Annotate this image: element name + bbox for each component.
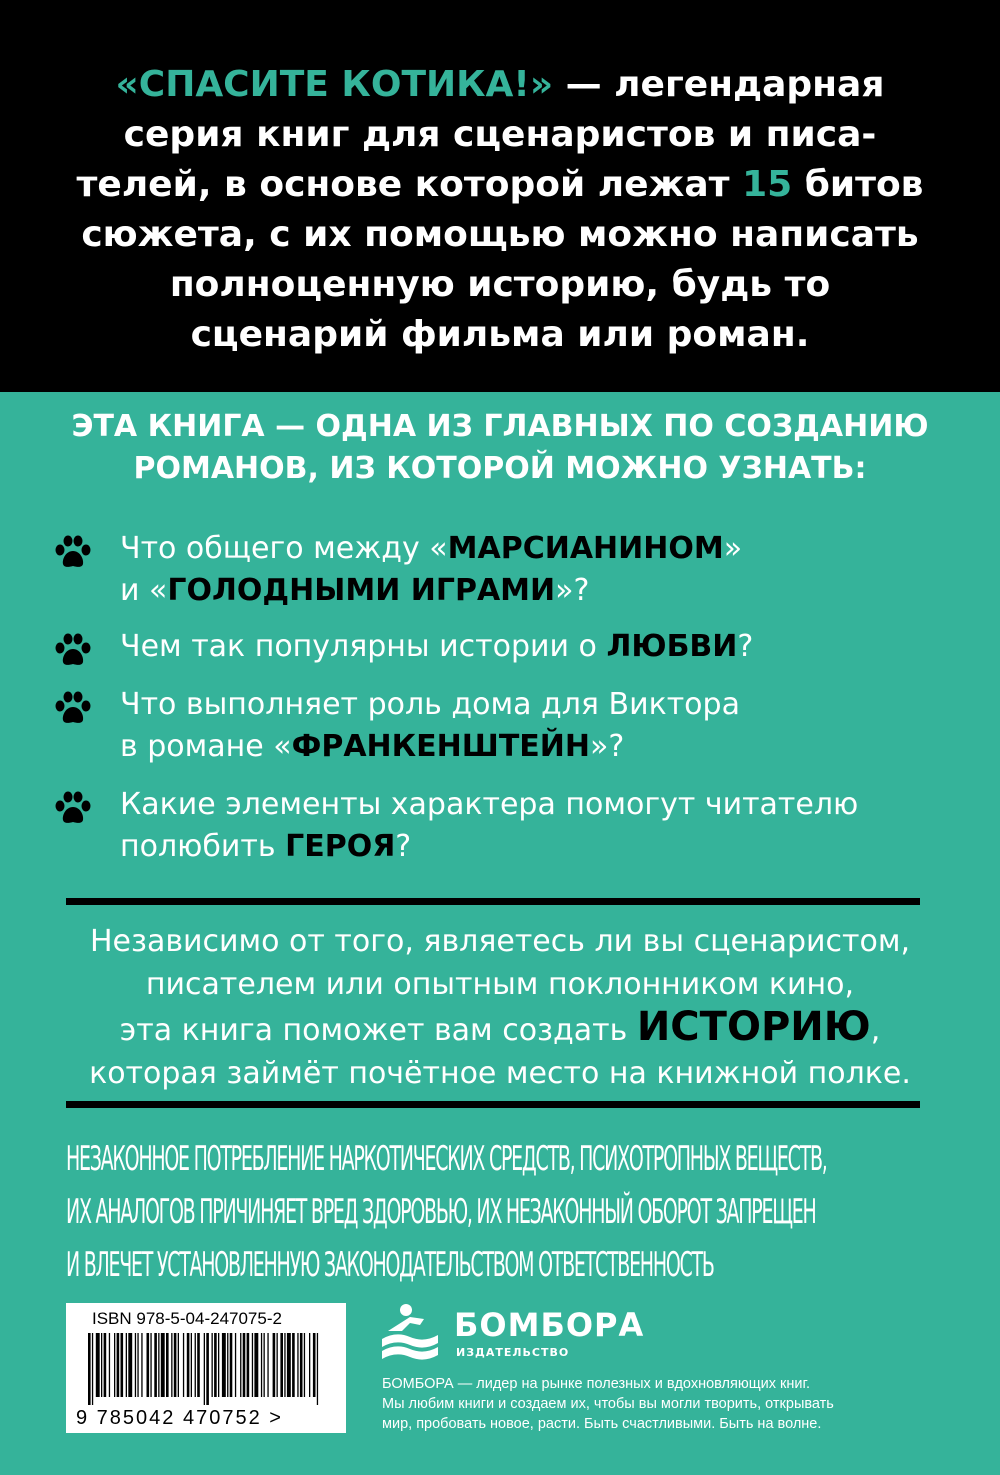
question-1-segment: МАРСИАНИНОМ <box>447 531 724 566</box>
outro-text <box>30 920 970 1095</box>
barcode-bars <box>88 1333 324 1405</box>
question-4-segment: ГЕРОЯ <box>285 829 396 864</box>
barcode-bar <box>126 1333 127 1397</box>
barcode-bar <box>109 1333 110 1397</box>
question-item <box>120 626 940 668</box>
barcode-bar <box>300 1333 303 1397</box>
barcode-bar <box>195 1333 196 1397</box>
intro-segment: сюжета, с их помощью можно написать <box>81 214 919 255</box>
question-1-segment: Что общего между « <box>120 531 448 566</box>
barcode-bar <box>150 1333 151 1397</box>
question-4-segment: полюбить <box>120 829 286 864</box>
warning-line-3: И ВЛЕЧЕТ УСТАНОВЛЕННУЮ ЗАКОНОДАТЕЛЬСТВОМ ОТВЕТСТВЕННОСТЬ <box>66 1245 714 1285</box>
barcode-bar <box>121 1333 124 1397</box>
intro-segment: полноценную историю, будь то <box>169 264 831 305</box>
question-4-line-1 <box>120 784 940 826</box>
barcode-bar <box>212 1333 213 1397</box>
barcode-bar <box>204 1333 205 1405</box>
intro-line-2 <box>40 110 960 160</box>
barcode-bar <box>161 1333 165 1397</box>
barcode-bar <box>287 1333 291 1397</box>
barcode-bar <box>206 1333 209 1405</box>
barcode-bar <box>114 1333 115 1397</box>
question-4-line-2 <box>120 826 940 868</box>
barcode-bar <box>214 1333 217 1397</box>
barcode-bar <box>235 1333 236 1397</box>
publisher-name: БОМБОРА <box>454 1306 645 1344</box>
question-2-segment: ЛЮБВИ <box>606 629 738 664</box>
barcode-bar <box>178 1333 179 1397</box>
intro-segment: «СПАСИТЕ КОТИКА!» <box>115 64 554 105</box>
question-4-segment: Какие элементы характера помогут читателю <box>120 787 859 822</box>
barcode-bar <box>92 1333 93 1405</box>
question-item <box>120 528 940 612</box>
barcode-bar <box>197 1333 200 1397</box>
question-1-line-1 <box>120 528 940 570</box>
barcode-bar <box>252 1333 253 1397</box>
intro-line-5 <box>40 260 960 310</box>
outro-line-1 <box>30 920 970 963</box>
barcode-bar <box>137 1333 138 1397</box>
paw-bullet-icon <box>54 690 92 726</box>
warning-line-1: НЕЗАКОННОЕ ПОТРЕБЛЕНИЕ НАРКОТИЧЕСКИХ СРЕДСТВ, ПСИХОТРОПНЫХ ВЕЩЕСТВ, <box>66 1139 827 1179</box>
barcode-bar <box>292 1333 295 1397</box>
question-3-segment: ФРАНКЕНШТЕЙН <box>291 729 591 764</box>
isbn-label: ISBN 978-5-04-247075-2 <box>92 1309 282 1328</box>
barcode-bar <box>104 1333 107 1397</box>
learn-heading-line-1: ЭТА КНИГА — ОДНА ИЗ ГЛАВНЫХ ПО СОЗДАНИЮ <box>71 409 929 444</box>
barcode-bar <box>240 1333 241 1397</box>
question-3-line-2 <box>120 726 940 768</box>
barcode-bar <box>135 1333 136 1397</box>
outro-segment: эта книга поможет вам создать <box>119 1013 637 1048</box>
barcode-bar <box>317 1333 318 1405</box>
question-3-segment: Что выполняет роль дома для Виктора <box>120 687 740 722</box>
learn-heading <box>30 406 970 490</box>
barcode-bar <box>254 1333 258 1397</box>
question-4-segment: ? <box>395 829 412 864</box>
barcode-bar <box>264 1333 265 1397</box>
outro-segment: Независимо от того, являетесь ли вы сценаристом, <box>90 924 910 959</box>
barcode-bar <box>267 1333 268 1397</box>
barcode-bar <box>187 1333 190 1397</box>
barcode-bar <box>304 1333 305 1397</box>
barcode-bar <box>128 1333 132 1397</box>
question-2-segment: Чем так популярны истории о <box>120 629 607 664</box>
barcode-bar <box>273 1333 276 1397</box>
intro-line-3 <box>40 160 960 210</box>
barcode-bar <box>166 1333 169 1397</box>
publisher-subtitle: ИЗДАТЕЛЬСТВО <box>456 1346 570 1359</box>
barcode-bar <box>277 1333 278 1397</box>
top-divider <box>66 898 920 905</box>
health-warning <box>66 1133 946 1292</box>
publisher-description-line-2: Мы любим книги и создаем их, чтобы вы могли творить, открывать <box>382 1396 834 1412</box>
outro-segment: , <box>870 1013 881 1048</box>
intro-segment: телей, в основе которой лежат <box>76 164 743 205</box>
ean-digits: 9 785042 470752 > <box>76 1407 283 1429</box>
barcode-bar <box>96 1333 100 1397</box>
intro-line-4 <box>40 210 960 260</box>
intro-text <box>40 60 960 360</box>
barcode-bar <box>117 1333 120 1397</box>
publisher-description-line-3: мир, пробовать новое, расти. Быть счастливыми. Быть на волне. <box>382 1416 822 1432</box>
barcode-bar <box>154 1333 157 1397</box>
outro-segment: ИСТОРИЮ <box>636 1004 871 1050</box>
outro-line-4 <box>30 1052 970 1095</box>
question-2-line-1 <box>120 626 940 668</box>
barcode-bar <box>309 1333 310 1397</box>
barcode-bar <box>261 1333 262 1397</box>
intro-segment: сценарий фильма или роман. <box>190 314 810 355</box>
barcode-bar <box>297 1333 298 1397</box>
outro-line-3 <box>30 1006 970 1052</box>
barcode-bar <box>88 1333 91 1405</box>
question-1-segment: ГОЛОДНЫМИ ИГРАМИ <box>167 573 556 608</box>
barcode-bar <box>313 1333 316 1397</box>
paw-bullet-icon <box>54 790 92 826</box>
outro-segment: которая займёт почётное место на книжной полке. <box>89 1056 911 1091</box>
learn-heading-line-2: РОМАНОВ, ИЗ КОТОРОЙ МОЖНО УЗНАТЬ: <box>133 451 867 486</box>
intro-segment: — легендарная <box>553 64 885 105</box>
question-3-segment: »? <box>590 729 625 764</box>
question-3-segment: в романе « <box>120 729 292 764</box>
publisher-description-line-1: БОМБОРА — лидер на рынке полезных и вдохновляющих книг. <box>382 1376 811 1392</box>
intro-line-1 <box>40 60 960 110</box>
barcode-bar <box>280 1333 283 1397</box>
intro-segment: серия книг для сценаристов и писа- <box>123 114 877 155</box>
question-1-segment: и « <box>120 573 168 608</box>
barcode-bar <box>158 1333 159 1397</box>
publisher-description <box>382 1374 962 1434</box>
question-3-line-1 <box>120 684 940 726</box>
question-item <box>120 784 940 868</box>
barcode-bar <box>171 1333 172 1397</box>
bombora-logo-icon <box>380 1303 440 1361</box>
barcode-bar <box>227 1333 228 1397</box>
barcode-bar <box>218 1333 219 1397</box>
question-1-line-2 <box>120 570 940 612</box>
outro-segment: писателем или опытным поклонником кино, <box>145 967 855 1002</box>
barcode-bar <box>230 1333 233 1397</box>
warning-line-2: ИХ АНАЛОГОВ ПРИЧИНЯЕТ ВРЕД ЗДОРОВЬЮ, ИХ НЕЗАКОННЫЙ ОБОРОТ ЗАПРЕЩЕН <box>66 1192 816 1232</box>
paw-bullet-icon <box>54 534 92 570</box>
question-2-segment: ? <box>737 629 754 664</box>
barcode-bar <box>183 1333 184 1397</box>
barcode-bar <box>141 1333 142 1397</box>
barcode-bar <box>147 1333 150 1397</box>
paw-bullet-icon <box>54 632 92 668</box>
intro-line-6 <box>40 310 960 360</box>
barcode-bar <box>247 1333 250 1397</box>
intro-segment: 15 <box>742 164 793 205</box>
barcode-bar <box>174 1333 177 1397</box>
barcode-bar <box>243 1333 246 1397</box>
question-item <box>120 684 940 768</box>
outro-line-2 <box>30 963 970 1006</box>
question-1-segment: »? <box>555 573 590 608</box>
barcode-panel <box>66 1303 346 1433</box>
barcode-bar <box>191 1333 192 1397</box>
bottom-divider <box>66 1101 920 1108</box>
intro-segment: битов <box>792 164 924 205</box>
question-1-segment: » <box>723 531 743 566</box>
barcode-bar <box>284 1333 285 1397</box>
barcode-bar <box>222 1333 226 1397</box>
barcode-bar <box>101 1333 102 1397</box>
